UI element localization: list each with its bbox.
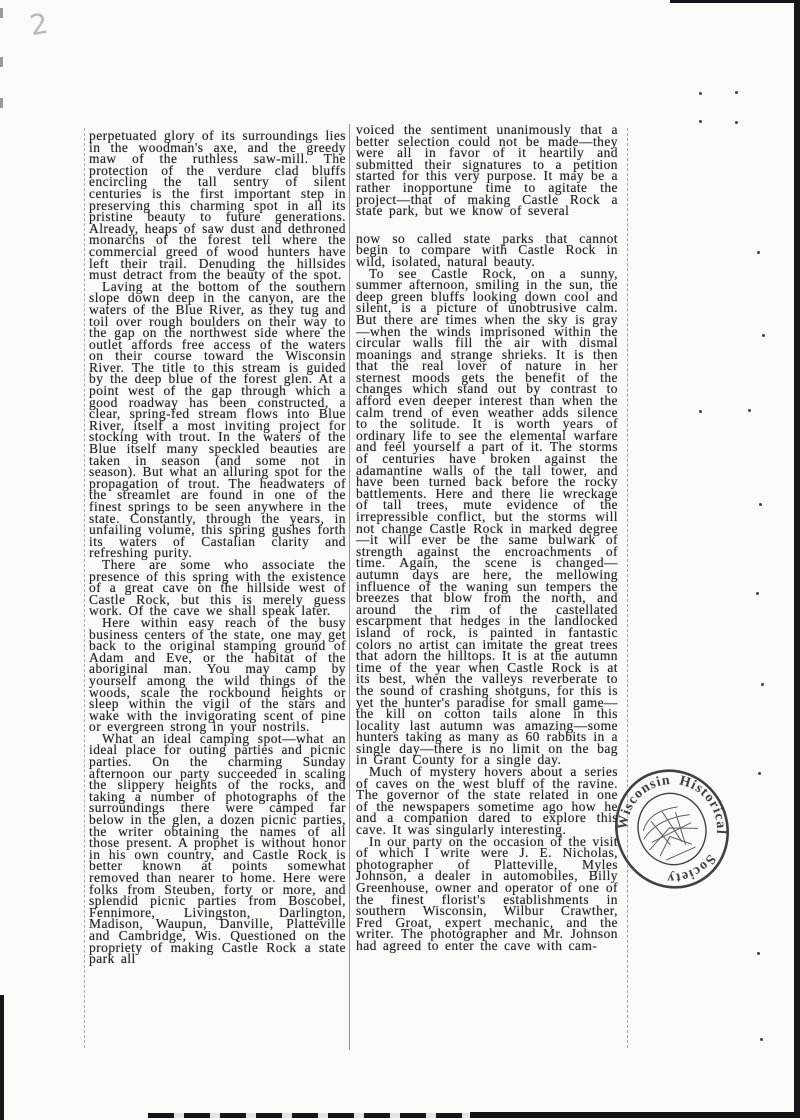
scan-edge-left [0,995,4,1120]
column-rule-left [84,128,85,1048]
scan-speck [758,772,761,775]
column-divider [349,124,350,1050]
article-paragraph: In our party on the occasion of the visit of which I write were J. E. Nicholas, photographer of Platteville, Myles Johnson, a dealer in automobiles, Billy Greenhouse, owner and operator of one of the finest florist's establishments in southern Wisconsin, Wilbur Crawther, Fred Groat, expert mechanic, and the writer. The photographer and Mr. Johnson had agreed to enter the cave with cam- [356,833,618,953]
article-column-right [356,124,618,952]
scan-speck [760,1038,763,1041]
stamp-text-historical: Historical [677,773,729,836]
scan-speck [757,952,760,955]
scan-speck [699,410,702,413]
article-paragraph: perpetuated glory of its surroundings lies in the woodman's axe, and the greedy maw of the ruthless saw-mill. The protection of the verdure clad bluffs encircling the tall sentry of silent centuries is the first important step in preserving this charming spot in all its pristine beauty to future generations. Already, heaps of saw dust and dethroned monarchs of the forest tell where the commercial greed of wood hunters have left their trail. Denuding the hillsides must detract from the beauty of the spot. [89,128,346,283]
stamp-text-society: Society [666,851,719,886]
article-paragraph: What an ideal camping spot—what an ideal place for outing parties and picnic parties. On the charming Sunday afternoon our party succeeded in scaling the slippery heights of the rocks, and taking a number of photographs of the surroundings there were camped far below in the glen, a dozen picnic parties, the writer obtaining the names of all those present. A prophet is without honor in his own country, and Castle Rock is better known at points somewhat removed than nearer to home. Here were folks from Steuben, forty or more, and splendid picnic parties from Boscobel, Fennimore, Livingston, Darlington, Madison, Waupun, Danville, Platteville and Cambridge, Wis. Questioned on the propriety of making Castle Rock a state park all [89,730,346,967]
scan-edge-tick [0,98,3,108]
scan-speck [748,409,751,412]
scan-speck [699,120,702,123]
article-paragraph: There are some who associate the presence of this spring with the existence of a great cave on the hillside west of Castle Rock, but this is merely guess work. Of the cave we shall speak later. [89,556,346,619]
scan-speck [756,592,759,595]
scan-edge-bottom [470,1112,800,1118]
article-paragraph: To see Castle Rock, on a sunny, summer afternoon, smiling in the sun, the deep green bluffs looking down cool and silent, is a picture of unobtrusive calm. But there are times when the sky is gray—when the winds imprisoned within the circular walls fill the air with dismal moanings and strange shrieks. It is then that the real lover of nature in her sternest moods gets the benefit of the changes which stand out by contrast to afford even deeper interest than when the calm trend of even weather adds silence to the solitude. It is worth years of ordinary life to see the elemental warfare and feel yourself a part of it. The storms of centuries have broken against the adamantine walls of the tall tower, and have been turned back before the rocky battlements. Here and there lie wreckage of tall trees, mute evidence of the irrepressible conflict, but the storms will not change Castle Rock in marked degree—it will ever be the same bulwark of strength against the encroachments of time. Again, the scene is changed—autumn days are here, the mellowing influence of the waning sun tempers the breezes that blow from the north, and around the rim of the castellated escarpment that hedges in the landlocked island of rock, is painted in fantastic colors no artist can imitate the great trees that adorn the hilltops. It is at the autumn time of the year when Castle Rock is at its best, when the valleys reverberate to the sound of crashing shotguns, for this is yet the hunter's paradise for small game—the kill on cotton tails alone in this locality last autumn was amazing—some hunters taking as many as 60 rabbits in a single day—there is no limit on the bag in Grant County for a single day. [356,265,618,768]
column-rule-right [627,128,628,1048]
article-paragraph: Here within easy reach of the busy business centers of the state, one may get back to the original stamping ground of Adam and Eve, or the habitat of the aboriginal man. You may camp by yourself among the wild things of the woods, scale the rockbound heights or sleep within the vigil of the stars and wake with the invigorating scent of pine or evergreen strong in your nostrils. [89,614,346,735]
scan-edge-tick [0,8,3,18]
scan-edge-right [794,0,800,1114]
scan-edge-bottom [148,1113,478,1118]
scan-speck [699,92,702,95]
article-paragraph: voiced the sentiment unanimously that a better selection could not be made—they were all in favor of it heartily and submitted their signatures to a petition started for this very purpose. It may be a rather inopportune time to agitate the project—that of making Castle Rock a state park, but we know of several [356,122,618,219]
scan-speck [757,251,760,254]
wisconsin-historical-society-stamp [612,766,732,892]
scan-speck [735,121,738,124]
scan-speck [762,334,765,337]
article-column-left [89,130,346,965]
scan-speck [735,91,738,94]
scan-speck [761,683,764,686]
article-paragraph: Much of mystery hovers about a series of caves on the west bluff of the ravine. The governor of the state related in one of the newspapers sometime ago how he and a companion dared to explore this cave. It was singularly interesting. [356,764,618,838]
stamp-text-wisconsin: Wisconsin [615,772,672,831]
stamp-engraving [636,800,704,865]
scan-edge-tick [0,57,3,67]
scan-edge-top [670,0,800,3]
article-paragraph: Laving at the bottom of the southern slope down deep in the canyon, are the waters of the Blue River, as they tug and toil over rough boulders on their way to the gap on the northwest side where the outlet affords free access of the waters on their course toward the Wisconsin River. The title to this stream is guided by the deep blue of the forest glen. At a point west of the gap through which a good roadway has been constructed, a clear, spring-fed stream flows into Blue River, itself a most inviting project for stocking with trout. In the waters of the Blue itself many speckled beauties are taken in season (and some not in season). But what an alluring spot for the propagation of trout. The headwaters of the streamlet are found in one of the finest springs to be seen anywhere in the state. Constantly, through the years, in unfailing volume, this spring gushes forth its waters of Castalian clarity and refreshing purity. [89,278,347,561]
scan-speck [759,503,762,506]
handwritten-page-number: 2 [27,6,51,43]
article-paragraph: now so called state parks that cannot begin to compare with Castle Rock in wild, isolated, natural beauty. [356,230,618,269]
